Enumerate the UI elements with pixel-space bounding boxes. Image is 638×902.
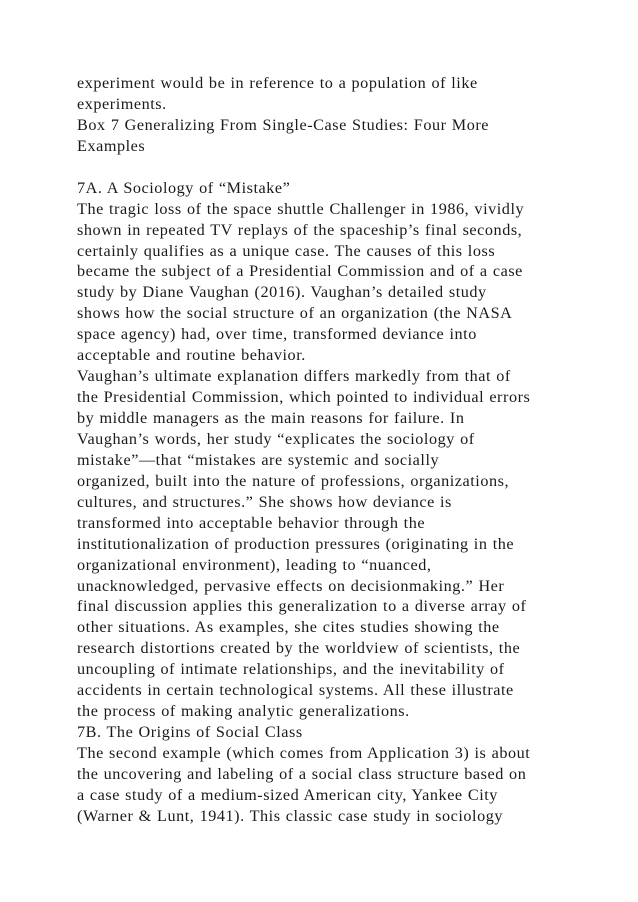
text-line: the uncovering and labeling of a social class structure based on [77, 764, 527, 783]
blank-line [77, 157, 617, 178]
section-heading-7a: 7A. A Sociology of “Mistake” [77, 178, 291, 197]
text-line: research distortions created by the worldview of scientists, the [77, 639, 521, 658]
text-line: shown in repeated TV replays of the spaceship’s final seconds, [77, 220, 523, 239]
text-line: acceptable and routine behavior. [77, 346, 306, 365]
text-line: other situations. As examples, she cites studies showing the [77, 618, 500, 637]
text-line: organized, built into the nature of professions, organizations, [77, 471, 510, 490]
text-line: by middle managers as the main reasons for failure. In [77, 409, 465, 427]
text-line: Vaughan’s words, her study “explicates the sociology of [77, 429, 475, 448]
text-line: final discussion applies this generalization to a diverse array of [77, 597, 527, 616]
text-line: a case study of a medium-sized American city, Yankee City [77, 785, 498, 804]
text-line: became the subject of a Presidential Commission and of a case [77, 262, 523, 281]
body-text [77, 73, 617, 827]
box-heading-line: Box 7 Generalizing From Single-Case Studies: Four More [77, 115, 490, 134]
text-line: shows how the social structure of an organization (the NASA [77, 304, 513, 323]
text-line: The tragic loss of the space shuttle Challenger in 1986, vividly [77, 199, 525, 218]
text-line: the process of making analytic generalizations. [77, 702, 410, 721]
text-line: uncoupling of intimate relationships, and the inevitability of [77, 660, 505, 679]
text-line: accidents in certain technological systems. All these illustrate [77, 681, 514, 700]
box-heading-line: Examples [77, 136, 146, 155]
text-line: experiment would be in reference to a population of like [77, 74, 478, 92]
text-line: space agency) had, over time, transformed deviance into [77, 325, 477, 344]
text-line: transformed into acceptable behavior through the [77, 513, 426, 532]
text-line: study by Diane Vaughan (2016). Vaughan’s detailed study [77, 283, 487, 302]
text-line: institutionalization of production pressures (originating in the [77, 534, 515, 553]
text-line: organizational environment), leading to “nuanced, [77, 555, 432, 574]
text-line: mistake”—that “mistakes are systemic and socially [77, 450, 440, 469]
text-line: cultures, and structures.” She shows how deviance is [77, 492, 452, 511]
text-line: unacknowledged, pervasive effects on decisionmaking.” Her [77, 576, 505, 595]
text-line: The second example (which comes from Application 3) is about [77, 744, 531, 762]
text-line: (Warner & Lunt, 1941). This classic case study in sociology [77, 806, 504, 825]
section-heading-7b: 7B. The Origins of Social Class [77, 723, 303, 742]
text-line: Vaughan’s ultimate explanation differs markedly from that of [77, 367, 511, 386]
text-line: experiments. [77, 94, 167, 113]
text-line: the Presidential Commission, which pointed to individual errors [77, 388, 531, 407]
text-line: certainly qualifies as a unique case. The causes of this loss [77, 241, 496, 260]
